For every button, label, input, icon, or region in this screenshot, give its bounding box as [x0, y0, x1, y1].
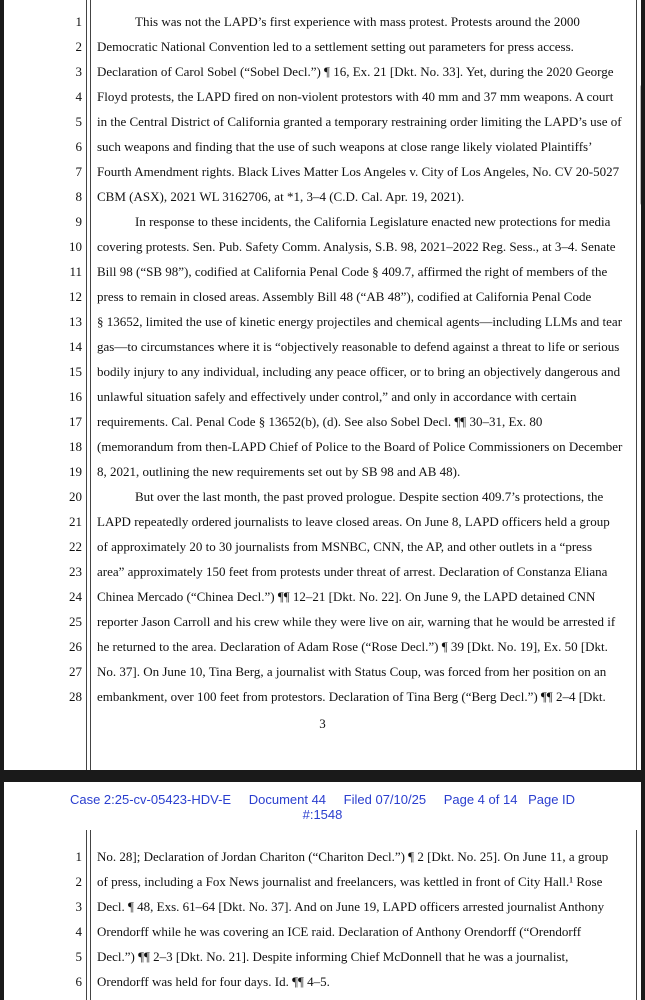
line-number: 20 — [69, 489, 82, 504]
pleading-line — [4, 359, 641, 384]
pleading-line — [4, 9, 641, 34]
pleading-line — [4, 509, 641, 534]
pleading-line — [4, 459, 641, 484]
page-number: 3 — [319, 716, 326, 731]
document-number: Document 44 — [248, 792, 327, 807]
pleading-line — [4, 634, 641, 659]
line-text: of approximately 20 to 30 journalists from MSNBC, CNN, the AP, and other outlets in a “press — [97, 539, 593, 554]
line-number: 18 — [69, 439, 82, 454]
line-text: embankment, over 100 feet from protestors. Declaration of Tina Berg (“Berg Decl.”) ¶¶ 2–4 [Dkt. — [97, 689, 606, 704]
line-text: of press, including a Fox News journalist and freelancers, was kettled in front of City Hall.¹ Rose — [97, 874, 603, 889]
pleading-line — [4, 609, 641, 634]
pleading-line — [4, 384, 641, 409]
line-number: 8 — [75, 189, 82, 204]
line-number: 5 — [75, 114, 82, 129]
page-id-number: #:1548 — [302, 807, 343, 822]
pleading-line — [4, 84, 641, 109]
pleading-line — [4, 159, 641, 184]
pleading-line — [4, 409, 641, 434]
line-text: Democratic National Convention led to a settlement setting out parameters for press access. — [97, 39, 574, 54]
pleading-line — [4, 844, 641, 869]
line-text: But over the last month, the past proved prologue. Despite section 409.7’s protections, the — [135, 489, 604, 504]
document-page-4 — [4, 782, 641, 1000]
line-number: 25 — [69, 614, 82, 629]
pleading-line — [4, 534, 641, 559]
line-number: 2 — [75, 39, 82, 54]
line-text: LAPD repeatedly ordered journalists to leave closed areas. On June 8, LAPD officers held a group — [97, 514, 610, 529]
line-text: CBM (ASX), 2021 WL 3162706, at *1, 3–4 (C.D. Cal. Apr. 19, 2021). — [97, 189, 465, 204]
line-text: requirements. Cal. Penal Code § 13652(b), (d). See also Sobel Decl. ¶¶ 30–31, Ex. 80 — [97, 414, 543, 429]
line-number: 27 — [69, 664, 82, 679]
case-number: Case 2:25-cv-05423-HDV-E — [69, 792, 232, 807]
scrollbar-thumb[interactable] — [640, 85, 641, 205]
document-page-3 — [4, 0, 641, 770]
line-number: 24 — [69, 589, 82, 604]
line-number: 11 — [69, 264, 82, 279]
pleading-line — [4, 919, 641, 944]
line-number: 6 — [75, 974, 82, 989]
line-text: In response to these incidents, the California Legislature enacted new protections for media — [135, 214, 611, 229]
line-number: 5 — [75, 949, 82, 964]
line-text: area” approximately 150 feet from protests under threat of arrest. Declaration of Constanza Eliana — [97, 564, 608, 579]
line-text: in the Central District of California granted a temporary restraining order limiting the LAPD’s use of — [97, 114, 622, 129]
line-text: such weapons and finding that the use of such weapons at close range likely violated Plaintiffs’ — [97, 139, 593, 154]
line-text: Decl.”) ¶¶ 2–3 [Dkt. No. 21]. Despite informing Chief McDonnell that he was a journalist, — [97, 949, 569, 964]
line-number: 2 — [75, 874, 82, 889]
line-number: 17 — [69, 414, 82, 429]
pleading-line — [4, 284, 641, 309]
line-text: he returned to the area. Declaration of Adam Rose (“Rose Decl.”) ¶ 39 [Dkt. No. 19], Ex. 50 [Dkt. — [97, 639, 608, 654]
page-id-label: Page ID — [528, 792, 576, 807]
line-number: 3 — [75, 64, 82, 79]
line-number: 1 — [75, 14, 82, 29]
line-number: 21 — [69, 514, 82, 529]
line-text: gas—to circumstances where it is “objectively reasonable to defend against a threat to life or serious — [97, 339, 620, 354]
line-number: 12 — [69, 289, 82, 304]
pleading-line — [4, 59, 641, 84]
pleading-line — [4, 184, 641, 209]
line-number: 10 — [69, 239, 82, 254]
pleading-line — [4, 584, 641, 609]
line-number: 23 — [69, 564, 82, 579]
line-number: 15 — [69, 364, 82, 379]
line-text: Orendorff while he was covering an ICE raid. Declaration of Anthony Orendorff (“Orendorff — [97, 924, 582, 939]
line-number: 19 — [69, 464, 82, 479]
pleading-line — [4, 484, 641, 509]
line-number: 14 — [69, 339, 82, 354]
pleading-line — [4, 659, 641, 684]
line-text: Fourth Amendment rights. Black Lives Matter Los Angeles v. City of Los Angeles, No. CV 20-5027 — [97, 164, 620, 179]
pleading-line — [4, 559, 641, 584]
line-number: 1 — [75, 849, 82, 864]
line-text: This was not the LAPD’s first experience with mass protest. Protests around the 2000 — [135, 14, 580, 29]
line-text: § 13652, limited the use of kinetic energy projectiles and chemical agents—including LLMs and tear — [97, 314, 623, 329]
line-text: covering protests. Sen. Pub. Safety Comm. Analysis, S.B. 98, 2021–2022 Reg. Sess., at 3–4. Senate — [97, 239, 616, 254]
line-text: Floyd protests, the LAPD fired on non-violent protestors with 40 mm and 37 mm weapons. A court — [97, 89, 614, 104]
pleading-line — [4, 869, 641, 894]
line-text: (memorandum from then-LAPD Chief of Police to the Board of Police Commissioners on December — [97, 439, 623, 454]
pleading-line — [4, 34, 641, 59]
ecf-header — [4, 792, 641, 822]
pleading-line — [4, 334, 641, 359]
pleading-line — [4, 209, 641, 234]
pleading-line — [4, 109, 641, 134]
line-text: bodily injury to any individual, including any peace officer, or to bring an objectively dangerous and — [97, 364, 621, 379]
line-number: 13 — [69, 314, 82, 329]
filed-date: Filed 07/10/25 — [343, 792, 427, 807]
pleading-line — [4, 944, 641, 969]
line-number: 6 — [75, 139, 82, 154]
line-number: 16 — [69, 389, 82, 404]
line-number: 4 — [75, 924, 82, 939]
line-text: Orendorff was held for four days. Id. ¶¶ 4–5. — [97, 974, 330, 989]
pleading-line — [4, 894, 641, 919]
line-number: 7 — [75, 164, 82, 179]
line-text: Declaration of Carol Sobel (“Sobel Decl.”) ¶ 16, Ex. 21 [Dkt. No. 33]. Yet, during the 2020 George — [97, 64, 614, 79]
line-number: 4 — [75, 89, 82, 104]
pleading-line — [4, 309, 641, 334]
line-number: 26 — [69, 639, 82, 654]
line-text: No. 28]; Declaration of Jordan Chariton (“Chariton Decl.”) ¶ 2 [Dkt. No. 25]. On June 11, a group — [97, 849, 609, 864]
line-text: unlawful situation safely and effectively under control,” and only in accordance with certain — [97, 389, 577, 404]
line-number: 28 — [69, 689, 82, 704]
line-text: Chinea Mercado (“Chinea Decl.”) ¶¶ 12–21 [Dkt. No. 22]. On June 9, the LAPD detained CNN — [97, 589, 596, 604]
line-number: 9 — [75, 214, 82, 229]
pleading-line — [4, 259, 641, 284]
line-text: No. 37]. On June 10, Tina Berg, a journalist with Status Coup, was forced from her position on an — [97, 664, 607, 679]
line-text: Decl. ¶ 48, Exs. 61–64 [Dkt. No. 37]. And on June 19, LAPD officers arrested journalist Anthony — [97, 899, 605, 914]
pleading-line — [4, 234, 641, 259]
line-text: reporter Jason Carroll and his crew while they were live on air, warning that he would be arrested if — [97, 614, 616, 629]
line-text: 8, 2021, outlining the new requirements set out by SB 98 and AB 48). — [97, 464, 461, 479]
line-text: Bill 98 (“SB 98”), codified at California Penal Code § 409.7, affirmed the right of members of the — [97, 264, 608, 279]
pleading-line — [4, 969, 641, 994]
pleading-line — [4, 684, 641, 709]
pleading-line — [4, 434, 641, 459]
page-of: Page 4 of 14 — [443, 792, 518, 807]
pleading-line — [4, 134, 641, 159]
line-text: press to remain in closed areas. Assembly Bill 48 (“AB 48”), codified at California Penal Code — [97, 289, 592, 304]
line-number: 3 — [75, 899, 82, 914]
line-number: 22 — [69, 539, 82, 554]
